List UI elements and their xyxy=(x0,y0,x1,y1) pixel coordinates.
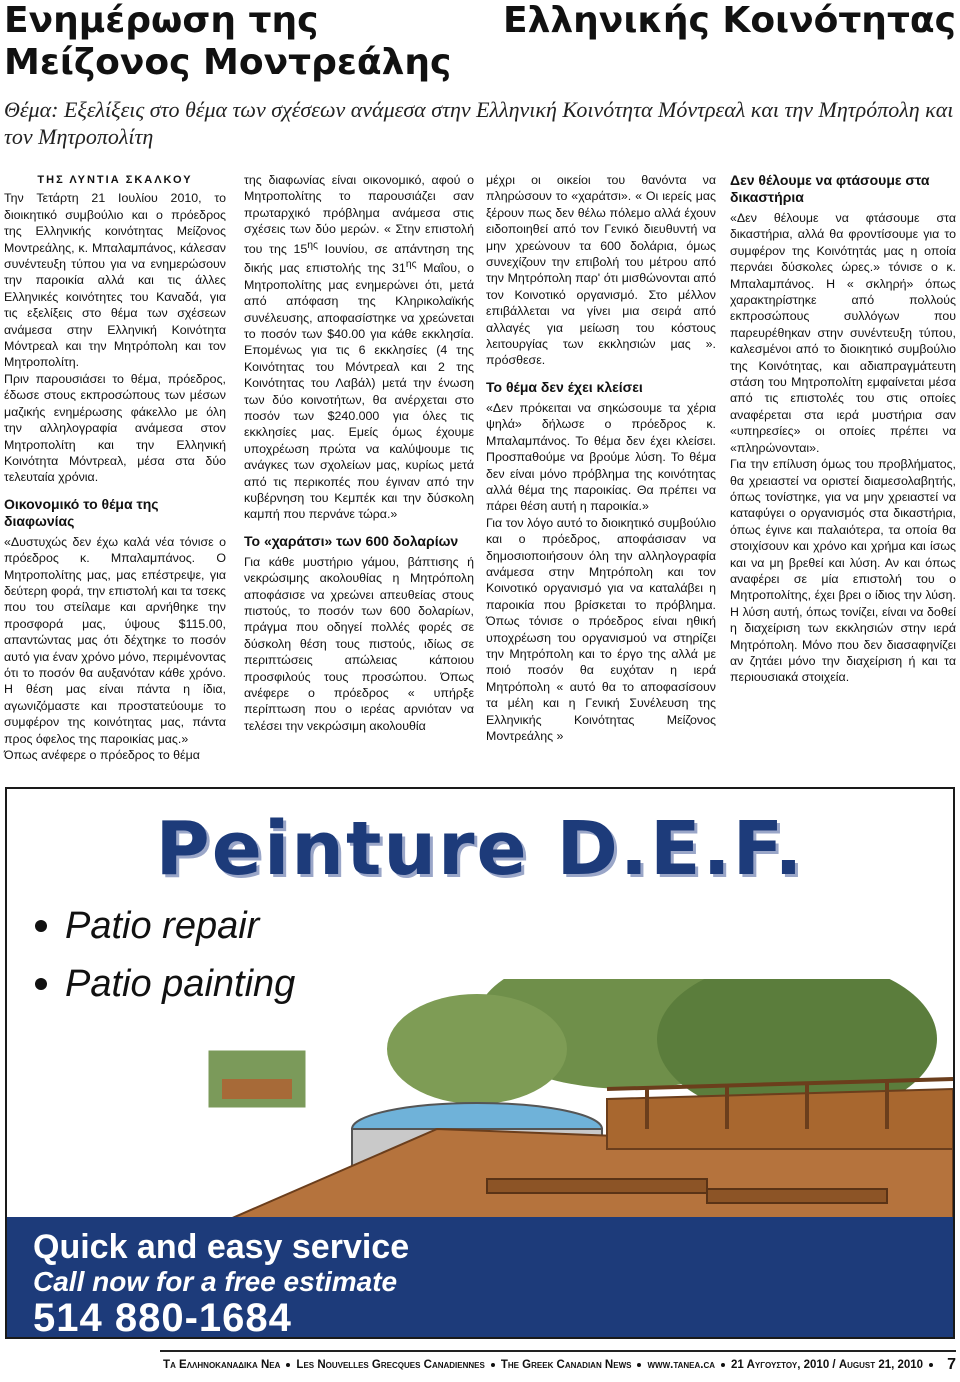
text-run: της διαφωνίας είναι οικονομικό, αφού ο Μητροπολίτης το παρουσιάζει σαν πρωταρχικό πρόβλημα ανάμεσα στις σχέσεις των δύο μερών. « Στην επιστολή του της 15 xyxy=(244,173,474,256)
patio-deck-illustration xyxy=(7,979,953,1229)
ad-contact-bar xyxy=(7,1217,953,1337)
ad-phone: 514 880-1684 xyxy=(33,1296,292,1339)
paragraph: Για τον λόγο αυτό το διοικητικό συμβούλιο και ο πρόεδρος, αποφάσισαν να δημοσιοποιήσουν όλη την αλληλογραφία ανάμεσα στην Μητρόπολη και τον Κοινοτικό οργανισμό για να καταλάβει η παροικία που βρίσκεται το πρόβλημα. Όπως τόνισε ο πρόεδρος είναι ηθική υποχρέωση του οργανισμού να στηρίζει την Μητρόπολη και το έργο της αλλά με ποιό ποσόν θα ευχόταν η ιερά Μητρόπολη « αυτό θα το αποφασίσουν τα μέλη και η Γενική Συνέλευση της Ελληνικής Κοινότητας Μείζονος Μοντρεάλης » xyxy=(486,515,716,743)
separator-dot-icon xyxy=(929,1363,933,1367)
paragraph: Για κάθε μυστήριο γάμου, βάπτισης ή νεκρώσιμης ακολουθίας η Μητρόπολη αποφάσισε να χρεώνει απευθείας στους πιστούς, το ποσόν των 600 δολαρίων, πράγμα που οδηγεί πολλές φορές σε δύσκολη θέση τους πιστούς, ιδίως σε περιπτώσεις απώλειας κάποιου προσφιλούς τους προσώπου. Όπως ανέφερε ο πρόεδρος « υπήρξε περίπτωση που ο ιερέας αρνιόταν να τελέσει την νεκρώσιμη ακολουθία xyxy=(244,554,474,733)
footer-paper-greek: Τα Ελληνοκαναδικα Νεα xyxy=(163,1359,281,1371)
section-heading: Το «χαράτσι» των 600 δολαρίων xyxy=(244,532,459,549)
separator-dot-icon xyxy=(637,1363,641,1367)
paragraph: Πριν παρουσιάσει το θέμα, πρόεδρος, έδωσε στους εκπροσώπους των μέσων μαζικής ενημέρωσης φάκελλο με όλη την αλληλογραφία ανάμεσα στον Μητροπολίτη και την Ελληνική Κοινότητα Μόντρεαλ, μέσα στα δύο τελευταία χρόνια. xyxy=(4,371,226,485)
article-subtitle: Θέμα: Εξελίξεις στο θέμα των σχέσεων ανάμεσα στην Ελληνική Κοινότητα Μόντρεαλ και την Μητρόπολη και τον Μητροπολίτη xyxy=(4,97,954,149)
paragraph: μέχρι οι οικείοι του θανόντα να πληρώσουν το «χαράτσι». « Οι ιερείς μας ξέρουν πως δεν θέλω πόλεμο αλλά έχουν ειδοποιηθεί από τον Γενικό διευθυντή να μην χρεώνουν τα 600 δολάρια, όμως συνεχίζουν την επιβολή του μέτρου από την Μητρόπολη παρ' ότι μισθώνονται από τον Κοινοτικό οργανισμό. Στο μέλλον επιβάλλεται να γίνει μια σειρά από αλλαγές για μείωση του κόστους λειτουργίας των εκκλησιών μας ». πρόσθεσε. xyxy=(486,173,716,368)
superscript: ης xyxy=(307,239,318,251)
ad-service-item xyxy=(35,897,295,955)
paragraph: Όπως ανέφερε ο πρόεδρος το θέμα xyxy=(4,748,200,762)
paragraph: «Δεν πρόκειται να σηκώσουμε τα χέρια ψηλά» δήλωσε ο πρόεδρος κ. Μπαλαμπάνος. Το θέμα δεν έχει κλείσει. Προσπαθούμε να βρούμε λύση. Το θέμα δεν είναι μόνο πρόβλημα της κοινότητας αλλά θέμα της παροικίας. Θα πρέπει να πάρει θέση αυτή η παροικία.» xyxy=(486,400,716,514)
text-run: Μαΐου, ο Μητροπολίτης μας ενημερώνει ότι, μετά από απόφαση της Κληρικολαϊκής συνέλευσης, αποφασίστηκε να χρεώνεται το ποσόν των $40.00 για κάθε εκκλησία. Επομένως για τις 6 εκκλησίες (4 της Κοινότητας του Μόντρεαλ και 2 της Κοινότητας του Λαβάλ) μετά την ένωση των δύο κοινοτήτων, θα ανέρχεται στο ποσόν των $240.000 για όλες τις εκκλησίες μας. Εμείς όμως έχουμε υποχρέωση πρώτα να καλύψουμε τις ανάγκες των σχολείων μας, κυρίως μετά από τις περικοπές που έγιναν από την κυβέρνηση του Κεμπέκ και την δύσκολη καμπή που περνάνε τώρα.» xyxy=(244,261,474,522)
separator-dot-icon xyxy=(721,1363,725,1367)
footer-paper-english: The Greek Canadian News xyxy=(500,1359,632,1371)
headline-line1b: Ελληνικής Κοινότητας xyxy=(503,0,956,41)
paragraph: Την Τετάρτη 21 Ιουλίου 2010, το διοικητικό συμβούλιο και ο πρόεδρος της Ελληνικής κοινότητας Μείζονος Μοντρεάλης, κ. Μπαλαμπάνος, κάλεσαν συνέντευξη τύπου για να ενημερώσουν την παροικία αλλά και τις άλλες Ελληνικές κοινότητες του Καναδά, για τις εξελίξεις στο θέμα των σχέσεων ανάμεσα στην Ελληνική Κοινότητα Μόντρεαλ και την Μητρόπολη και τον Μητροπολίτη. xyxy=(4,191,226,370)
text-run: Ιουνίου, σε απάντηση της δικής μας επιστολής της 31 xyxy=(244,241,474,276)
separator-dot-icon xyxy=(491,1363,495,1367)
section-heading: Δεν θέλουμε να φτάσουμε στα δικαστήρια xyxy=(730,172,930,205)
ad-tagline: Quick and easy service xyxy=(33,1228,410,1266)
paragraph xyxy=(244,172,474,523)
headline-line1a: Ενημέρωση της xyxy=(4,0,319,41)
ad-service-label: Patio painting xyxy=(65,963,296,1005)
footer-paper-french: Les Nouvelles Grecques Canadiennes xyxy=(296,1359,485,1371)
advertisement xyxy=(5,787,955,1339)
page-footer xyxy=(160,1350,956,1378)
footer-date: 21 Αυγουστου, 2010 / August 21, 2010 xyxy=(731,1359,924,1371)
paragraph: Για την επίλυση όμως του προβλήματος, θα χρειαστεί να οριστεί διαμεσολαβητής, όπως τονίστηκε, για να μην χρειαστεί να καταφύγει ο οργανισμός στα δικαστήρια, όπως έγινε και παλαιότερα, τα οποία θα στοιχίσουν και χρόνο και χρήμα και ίσως και να μη βρεθεί και λύση. Αν και όπως αναφέρει σε μία επιστολή του ο Μητροπολίτης, έχει βρει ο ίδιος την λύση. Η λύση αυτή, όπως τονίζει, είναι να δοθεί η διαχείριση των εκκλησιών στην ιερά Μητρόπολη. Μόνο που δεν διασαφηνίζει αν ζητάει μόνο την διαχείριση ή και τα περιουσιακά στοιχεία. xyxy=(730,457,956,685)
column-2 xyxy=(244,172,474,734)
ad-brand: Peinture D.E.F. xyxy=(155,806,805,892)
page-number: 7 xyxy=(947,1356,956,1373)
paragraph: «Δεν θέλουμε να φτάσουμε στα δικαστήρια, αλλά θα φροντίσουμε για το συμφέρον της Κοινότητάς μας η οποία περνάει δύσκολες ώρες.» τόνισε ο κ. Μπαλαμπάνος. Η « σκληρή» όπως χαρακτηρίστηκε από πολλούς εκπροσώπους συλλόγων που παρευρέθηκαν στην συνέντευξη τύπου, καλεσμένοι από το διοικητικό συμβούλιο της Κοινότητας, και αδιαπραγμάτευτη στάση του Μητροπολίτη εμφαίνεται μέσα από τις επιστολές του στις οποίες αναφέρεται στα ιερά μυστήρια σαν «υπηρεσίες» οι οποίες πρέπει να «πληρώνονται». xyxy=(730,211,956,455)
column-4 xyxy=(730,172,956,686)
byline: ΤΗΣ ΛΥΝΤΙΑ ΣΚΑΛΚΟΥ xyxy=(37,174,193,186)
column-3 xyxy=(486,172,716,744)
separator-dot-icon xyxy=(286,1363,290,1367)
column-1 xyxy=(4,172,226,763)
section-heading: Οικονομικό το θέμα της διαφωνίας xyxy=(4,495,159,529)
ad-call-text: Call now for a free estimate xyxy=(33,1266,398,1297)
headline xyxy=(4,0,956,84)
headline-line2: Μείζονος Μοντρεάλης xyxy=(4,42,452,83)
section-heading: Το θέμα δεν έχει κλείσει xyxy=(486,378,643,395)
footer-website: www.tanea.ca xyxy=(647,1359,716,1371)
bullet-icon xyxy=(35,920,47,932)
ad-service-label: Patio repair xyxy=(65,905,260,947)
superscript: ης xyxy=(405,259,417,271)
paragraph: «Δυστυχώς δεν έχω καλά νέα τόνισε ο πρόεδρος κ. Μπαλαμπάνος. Ο Μητροπολίτης μας, μας επέστρεψε, για δεύτερη φορά, την επιστολή και τα τσεκς που του στείλαμε και αρνήθηκε την προσφορά μας, ύψους $115.00, απαντώντας μας ότι δέχτηκε το ποσόν αυτό για έναν χρόνο μόνο, περιμένοντας ότι το ποσόν θα αυξανόταν κάθε χρόνο. Η θέση μας είναι πάντα η ίδια, αγωνιζόμαστε και προστατεύουμε το συμφέρον της κοινότητας μας, πάντα προς όφελος της παροικίας μας.» xyxy=(4,534,226,746)
